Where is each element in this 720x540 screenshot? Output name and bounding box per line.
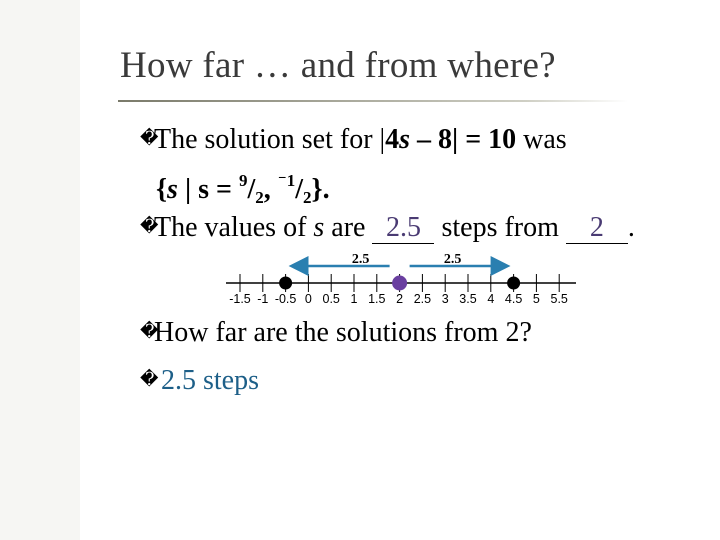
number-line-tick-label: 5 bbox=[532, 292, 540, 306]
number-line-tick-label: 0.5 bbox=[322, 292, 340, 306]
number-line-tick-label: 4 bbox=[487, 292, 495, 306]
number-line-tick-label: -0.5 bbox=[274, 292, 297, 306]
number-line-tick-label: -1 bbox=[257, 292, 269, 306]
blank-center: 2 bbox=[566, 214, 628, 242]
slide-title: How far … and from where? bbox=[120, 45, 556, 86]
number-line-tick-label: 3 bbox=[441, 292, 449, 306]
number-line-tick-label: 2 bbox=[396, 292, 404, 306]
number-line-tick-label: 0 bbox=[304, 292, 312, 306]
bullet-icon: � bbox=[140, 128, 159, 148]
bullet-line-4: �How far are the solutions from 2? bbox=[140, 317, 532, 348]
bullet-line-1: �The solution set for |4s – 8| = 10 was bbox=[140, 124, 567, 155]
blank-distance: 2.5 bbox=[372, 214, 434, 242]
bullet-icon: � bbox=[140, 216, 159, 236]
center-point bbox=[392, 276, 407, 291]
solution-set-line: {s | $s = ^9/_2$, $^{^-1}/_2$}. bbox=[156, 171, 330, 207]
right-distance-label: 2.5 bbox=[443, 252, 462, 267]
bullet-icon: � bbox=[140, 321, 159, 341]
number-line-tick-label: 4.5 bbox=[504, 292, 523, 306]
bullet-line-5: � 2.5 steps bbox=[140, 365, 259, 396]
left-distance-label: 2.5 bbox=[351, 252, 370, 267]
number-line-tick-label: 3.5 bbox=[459, 292, 477, 306]
solution-point-left bbox=[279, 277, 292, 290]
number-line-tick-label: 1 bbox=[350, 292, 358, 306]
number-line-tick-label: 1.5 bbox=[368, 292, 386, 306]
number-line-tick-label: -1.5 bbox=[229, 292, 251, 306]
solution-point-right bbox=[507, 277, 520, 290]
bullet-icon: � bbox=[140, 369, 159, 389]
number-line-tick-label: 2.5 bbox=[413, 292, 432, 306]
bullet-line-3: �The values of s are 2.5 steps from 2 . bbox=[140, 212, 635, 243]
number-line-tick-label: 5.5 bbox=[550, 292, 568, 306]
